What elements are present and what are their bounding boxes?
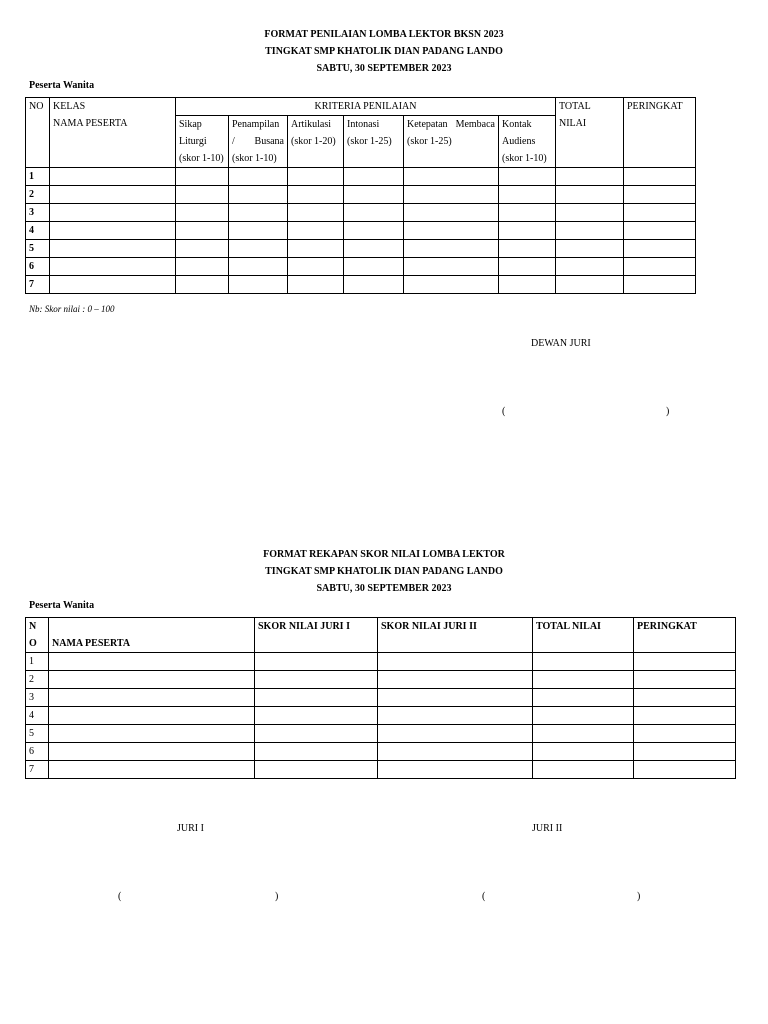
row-number: 2: [26, 671, 49, 689]
empty-cell: [556, 204, 624, 222]
empty-cell: [288, 276, 344, 294]
empty-cell: [499, 168, 556, 186]
empty-cell: [499, 240, 556, 258]
empty-cell: [49, 761, 255, 779]
empty-cell: [404, 204, 499, 222]
empty-cell: [288, 258, 344, 276]
empty-cell: [404, 258, 499, 276]
empty-cell: [229, 276, 288, 294]
empty-cell: [404, 186, 499, 204]
empty-cell: [499, 186, 556, 204]
recap-header-juri1: SKOR NILAI JURI I: [255, 618, 378, 653]
crit-text: Intonasi: [347, 119, 380, 130]
empty-cell: [634, 653, 736, 671]
empty-cell: [624, 222, 696, 240]
table-row: [26, 258, 696, 276]
empty-cell: [556, 168, 624, 186]
empty-cell: [344, 168, 404, 186]
recap-nama-label: NAMA PESERTA: [52, 638, 131, 649]
header-artikulasi: [288, 116, 344, 168]
empty-cell: [624, 186, 696, 204]
crit-text: Artikulasi: [291, 119, 331, 130]
empty-cell: [533, 761, 634, 779]
empty-cell: [344, 222, 404, 240]
table-row: [26, 761, 736, 779]
table-row: [26, 689, 736, 707]
empty-cell: [404, 168, 499, 186]
empty-cell: [255, 743, 378, 761]
table-row: [26, 276, 696, 294]
empty-cell: [378, 761, 533, 779]
recap-no-line2: O: [29, 638, 37, 649]
empty-cell: [499, 204, 556, 222]
empty-cell: [255, 689, 378, 707]
crit-text: Membaca: [455, 119, 495, 130]
empty-cell: [49, 707, 255, 725]
empty-cell: [255, 653, 378, 671]
row-number: 1: [26, 653, 49, 671]
form2-juri2-close-paren: ): [637, 891, 641, 902]
empty-cell: [50, 186, 176, 204]
form2-title-line-1: FORMAT REKAPAN SKOR NILAI LOMBA LEKTOR: [263, 549, 505, 560]
empty-cell: [378, 653, 533, 671]
table-row: [26, 707, 736, 725]
crit-text: Liturgi: [179, 136, 207, 147]
recap-header-no: [26, 618, 49, 653]
header-total-line1: TOTAL: [559, 101, 591, 112]
empty-cell: [229, 204, 288, 222]
empty-cell: [634, 743, 736, 761]
empty-cell: [556, 186, 624, 204]
empty-cell: [49, 653, 255, 671]
empty-cell: [288, 240, 344, 258]
empty-cell: [176, 222, 229, 240]
form1-sign-open-paren: (: [502, 406, 506, 417]
form2-title-line-2: TINGKAT SMP KHATOLIK DIAN PADANG LANDO: [265, 566, 503, 577]
crit-text: (skor 1-25): [347, 136, 392, 147]
empty-cell: [255, 761, 378, 779]
form1-sign-close-paren: ): [666, 406, 670, 417]
header-total-line2: NILAI: [559, 118, 587, 129]
form1-title-line-3: SABTU, 30 SEPTEMBER 2023: [316, 63, 452, 74]
empty-cell: [344, 186, 404, 204]
form2-juri1-open-paren: (: [118, 891, 122, 902]
crit-text: (skor 1-25): [407, 136, 452, 147]
crit-text: Ketepatan: [407, 119, 448, 130]
empty-cell: [229, 222, 288, 240]
row-number: 4: [26, 707, 49, 725]
empty-cell: [176, 204, 229, 222]
empty-cell: [624, 276, 696, 294]
recap-header-nama: [49, 618, 255, 653]
empty-cell: [49, 725, 255, 743]
empty-cell: [378, 689, 533, 707]
header-kriteria: KRITERIA PENILAIAN: [176, 98, 556, 116]
form1-title-line-1: FORMAT PENILAIAN LOMBA LEKTOR BKSN 2023: [264, 29, 504, 40]
row-number: 2: [26, 186, 50, 204]
row-number: 7: [26, 276, 50, 294]
empty-cell: [50, 276, 176, 294]
recap-no-line1: N: [29, 621, 37, 632]
header-kontak-audiens: [499, 116, 556, 168]
empty-cell: [288, 186, 344, 204]
empty-cell: [255, 725, 378, 743]
empty-cell: [404, 240, 499, 258]
empty-cell: [50, 204, 176, 222]
form2-juri1-label: JURI I: [177, 823, 204, 834]
empty-cell: [378, 707, 533, 725]
empty-cell: [533, 689, 634, 707]
header-intonasi: [344, 116, 404, 168]
form2-juri2-open-paren: (: [482, 891, 486, 902]
empty-cell: [229, 240, 288, 258]
empty-cell: [499, 222, 556, 240]
crit-text: (skor 1-10): [179, 153, 224, 164]
empty-cell: [533, 653, 634, 671]
empty-cell: [499, 258, 556, 276]
table-row: [26, 222, 696, 240]
empty-cell: [634, 707, 736, 725]
empty-cell: [49, 671, 255, 689]
header-sikap-liturgi: [176, 116, 229, 168]
empty-cell: [404, 222, 499, 240]
crit-text: Sikap: [179, 119, 202, 130]
empty-cell: [624, 204, 696, 222]
crit-text: (skor 1-10): [502, 153, 547, 164]
empty-cell: [229, 186, 288, 204]
header-total-nilai: [556, 98, 624, 168]
empty-cell: [556, 258, 624, 276]
row-number: 4: [26, 222, 50, 240]
table-row: [26, 671, 736, 689]
empty-cell: [176, 186, 229, 204]
empty-cell: [176, 168, 229, 186]
empty-cell: [556, 222, 624, 240]
empty-cell: [634, 725, 736, 743]
crit-text: Audiens: [502, 136, 536, 147]
empty-cell: [344, 258, 404, 276]
crit-text: /: [232, 136, 235, 147]
empty-cell: [344, 276, 404, 294]
empty-cell: [533, 725, 634, 743]
row-number: 1: [26, 168, 50, 186]
empty-cell: [556, 240, 624, 258]
empty-cell: [499, 276, 556, 294]
empty-cell: [533, 707, 634, 725]
empty-cell: [344, 240, 404, 258]
table-row: [26, 168, 696, 186]
empty-cell: [50, 240, 176, 258]
empty-cell: [50, 258, 176, 276]
form1-score-table: [25, 97, 696, 294]
empty-cell: [49, 743, 255, 761]
row-number: 3: [26, 689, 49, 707]
empty-cell: [288, 204, 344, 222]
recap-header-peringkat: PERINGKAT: [634, 618, 736, 653]
empty-cell: [378, 671, 533, 689]
form1-note: Nb: Skor nilai : 0 – 100: [29, 304, 115, 314]
empty-cell: [229, 258, 288, 276]
header-nama-peserta: NAMA PESERTA: [53, 118, 128, 129]
table-row: [26, 186, 696, 204]
empty-cell: [556, 276, 624, 294]
header-kelas: KELAS: [53, 101, 86, 112]
crit-text: Penampilan: [232, 119, 280, 130]
form2-category: Peserta Wanita: [29, 600, 95, 611]
row-number: 5: [26, 725, 49, 743]
crit-text: Busana: [254, 136, 284, 147]
empty-cell: [378, 725, 533, 743]
header-penampilan-busana: [229, 116, 288, 168]
empty-cell: [288, 168, 344, 186]
empty-cell: [634, 671, 736, 689]
header-peringkat: PERINGKAT: [624, 98, 696, 168]
crit-text: (skor 1-20): [291, 136, 336, 147]
empty-cell: [255, 707, 378, 725]
form2-juri1-close-paren: ): [275, 891, 279, 902]
header-ketepatan-membaca: [404, 116, 499, 168]
crit-text: (skor 1-10): [232, 153, 277, 164]
form2-title-line-3: SABTU, 30 SEPTEMBER 2023: [316, 583, 452, 594]
form1-jury-label: DEWAN JURI: [531, 338, 591, 349]
header-kelas-nama: [50, 98, 176, 168]
empty-cell: [624, 168, 696, 186]
form1-category: Peserta Wanita: [29, 80, 95, 91]
recap-header-juri2: SKOR NILAI JURI II: [378, 618, 533, 653]
row-number: 5: [26, 240, 50, 258]
empty-cell: [176, 276, 229, 294]
empty-cell: [404, 276, 499, 294]
form2-recap-table: [25, 617, 736, 779]
empty-cell: [50, 222, 176, 240]
empty-cell: [624, 258, 696, 276]
empty-cell: [288, 222, 344, 240]
table-row: [26, 743, 736, 761]
empty-cell: [49, 689, 255, 707]
empty-cell: [533, 671, 634, 689]
crit-text: Kontak: [502, 119, 532, 130]
row-number: 3: [26, 204, 50, 222]
empty-cell: [176, 258, 229, 276]
empty-cell: [634, 761, 736, 779]
recap-header-total: TOTAL NILAI: [533, 618, 634, 653]
empty-cell: [624, 240, 696, 258]
empty-cell: [176, 240, 229, 258]
header-no: NO: [26, 98, 50, 168]
table-row: [26, 240, 696, 258]
empty-cell: [344, 204, 404, 222]
row-number: 6: [26, 743, 49, 761]
row-number: 7: [26, 761, 49, 779]
empty-cell: [634, 689, 736, 707]
table-row: [26, 653, 736, 671]
row-number: 6: [26, 258, 50, 276]
form1-title-line-2: TINGKAT SMP KHATOLIK DIAN PADANG LANDO: [265, 46, 503, 57]
empty-cell: [50, 168, 176, 186]
table-row: [26, 725, 736, 743]
table-row: [26, 204, 696, 222]
form2-juri2-label: JURI II: [532, 823, 563, 834]
empty-cell: [255, 671, 378, 689]
empty-cell: [378, 743, 533, 761]
empty-cell: [229, 168, 288, 186]
empty-cell: [533, 743, 634, 761]
